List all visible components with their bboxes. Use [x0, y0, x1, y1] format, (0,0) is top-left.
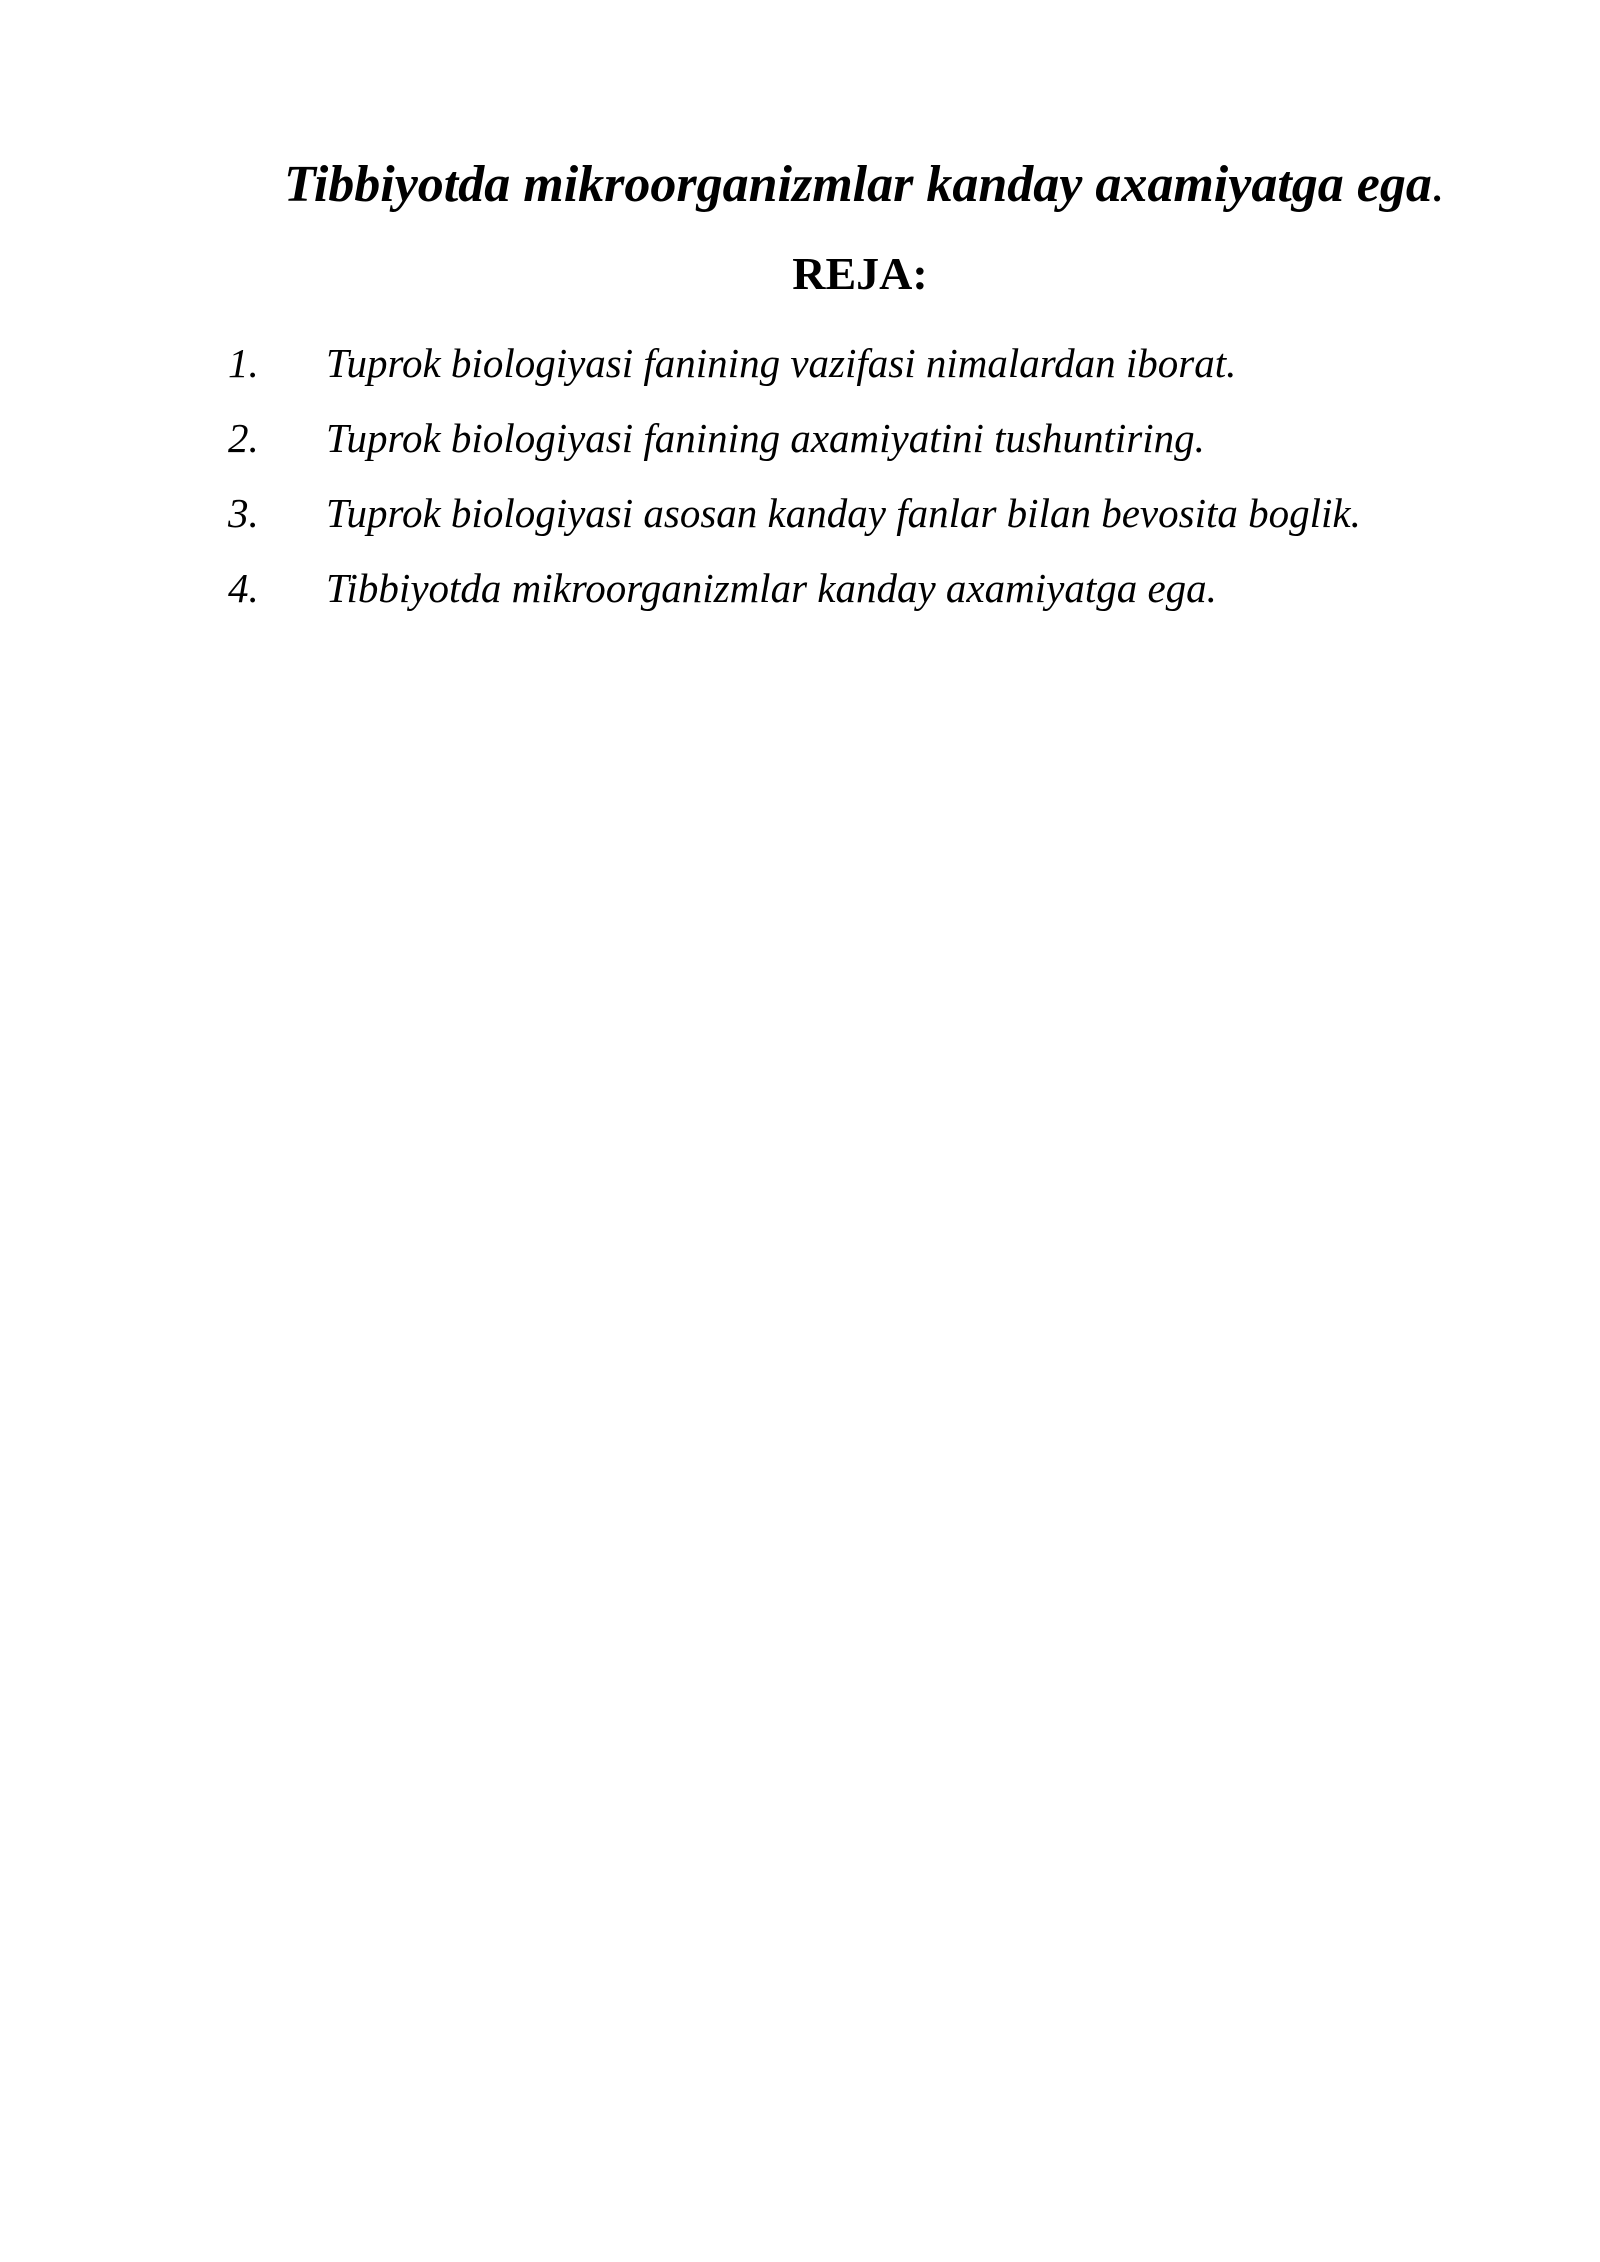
plan-item: [228, 475, 1361, 550]
plan-item: [228, 400, 1361, 475]
plan-item-text: Tuprok biologiyasi fanining vazifasi nimalardan iborat.: [326, 339, 1237, 386]
plan-item-number: 2.: [228, 414, 259, 461]
plan-item-number: 4.: [228, 564, 259, 611]
title-period: .: [1431, 156, 1445, 213]
document-title: [284, 150, 1445, 220]
plan-list: [228, 325, 1361, 625]
plan-item-number: 1.: [228, 339, 259, 386]
plan-heading: REJA:: [792, 248, 928, 299]
plan-item-number: 3.: [228, 489, 259, 536]
title-text: Tibbiyotda mikroorganizmlar kanday axamiyatga ega: [284, 156, 1432, 213]
plan-item: [228, 325, 1361, 400]
plan-item-text: Tuprok biologiyasi fanining axamiyatini tushuntiring.: [326, 414, 1205, 461]
plan-item-text: Tuprok biologiyasi asosan kanday fanlar bilan bevosita boglik.: [326, 489, 1361, 536]
plan-item-text: Tibbiyotda mikroorganizmlar kanday axamiyatga ega.: [326, 564, 1217, 611]
plan-item: [228, 550, 1361, 625]
